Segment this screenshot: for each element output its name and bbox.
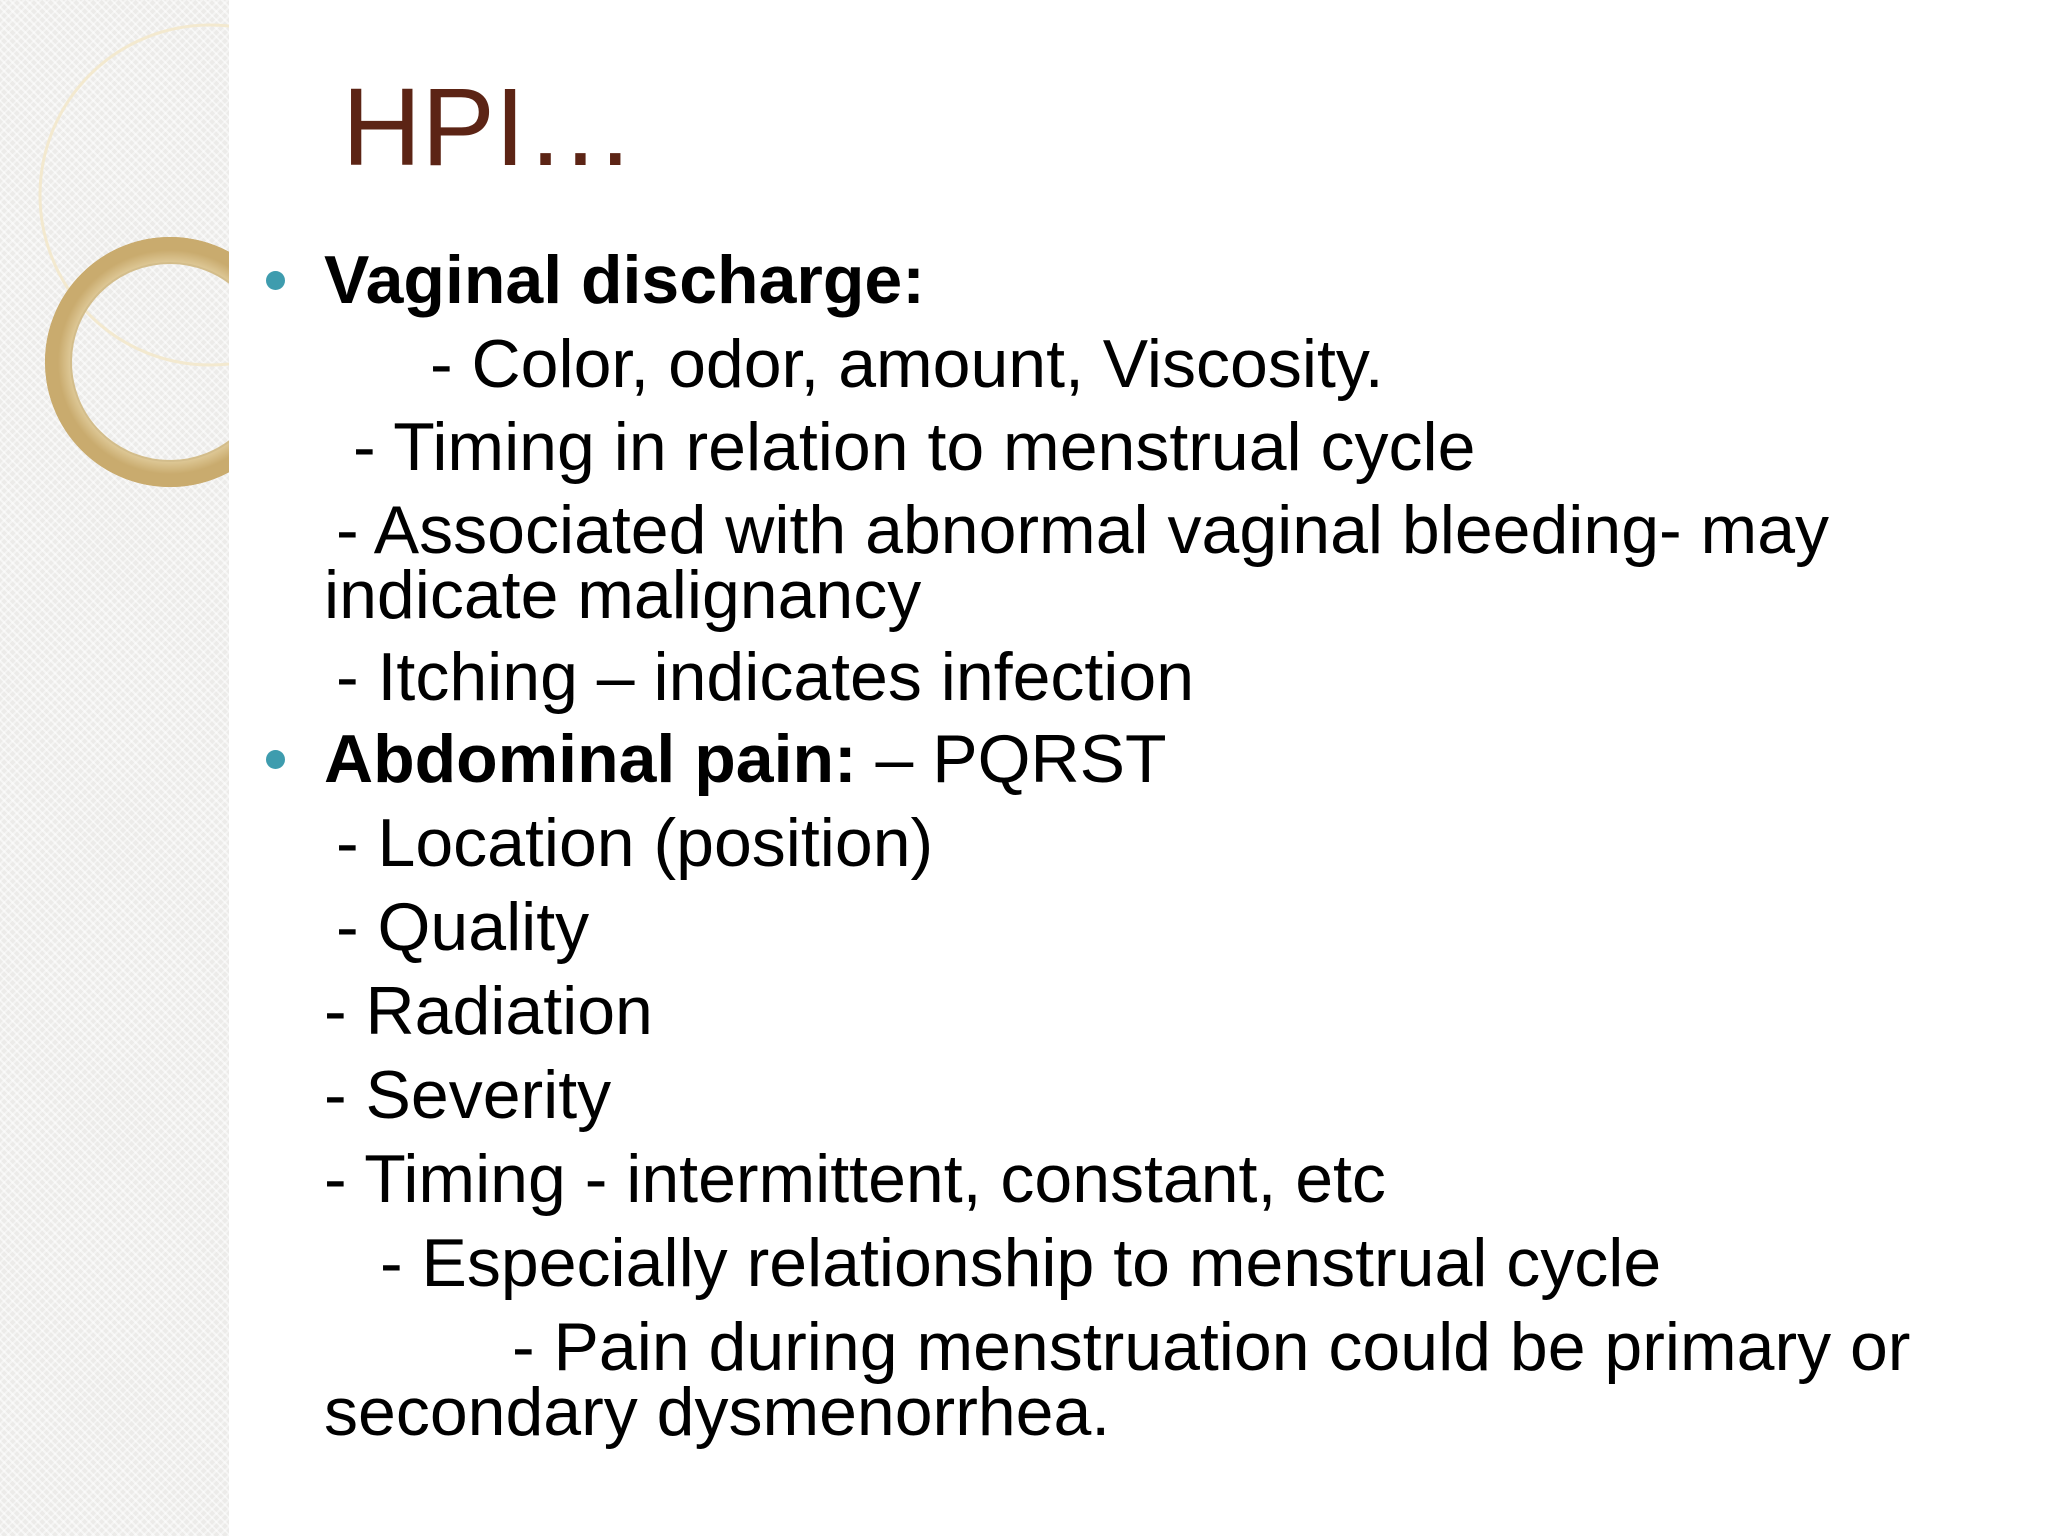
bullet-heading-abdominal-pain-line xyxy=(324,721,1167,797)
sub-line: - Timing in relation to menstrual cycle xyxy=(353,409,1476,485)
gold-ring xyxy=(58,250,229,474)
sub-line: - Severity xyxy=(324,1057,612,1133)
bullet-dot-icon xyxy=(266,750,285,769)
sub-line: - Quality xyxy=(336,889,590,965)
sub-line-continuation: indicate malignancy xyxy=(324,557,922,633)
decorative-rings xyxy=(0,0,229,520)
sub-line: - Associated with abnormal vaginal bleeding- may xyxy=(336,492,1830,568)
sub-line: - Pain during menstruation could be primary or xyxy=(512,1309,1911,1385)
sub-line-continuation: secondary dysmenorrhea. xyxy=(324,1374,1111,1450)
sub-line: - Radiation xyxy=(324,973,653,1049)
sub-line: - Itching – indicates infection xyxy=(336,639,1195,715)
sub-line: - Color, odor, amount, Viscosity. xyxy=(430,326,1384,402)
gold-ring-outline xyxy=(46,238,229,486)
bullet-dot-icon xyxy=(266,271,285,290)
sub-line: - Location (position) xyxy=(336,805,934,881)
bullet-heading-suffix: – PQRST xyxy=(856,721,1167,797)
bullet-heading-abdominal-pain: Abdominal pain: xyxy=(324,721,857,797)
slide-title: HPI… xyxy=(342,66,636,189)
sub-line: - Especially relationship to menstrual cycle xyxy=(380,1225,1662,1301)
sub-line: - Timing - intermittent, constant, etc xyxy=(324,1141,1386,1217)
bullet-heading-vaginal-discharge: Vaginal discharge: xyxy=(324,242,925,318)
